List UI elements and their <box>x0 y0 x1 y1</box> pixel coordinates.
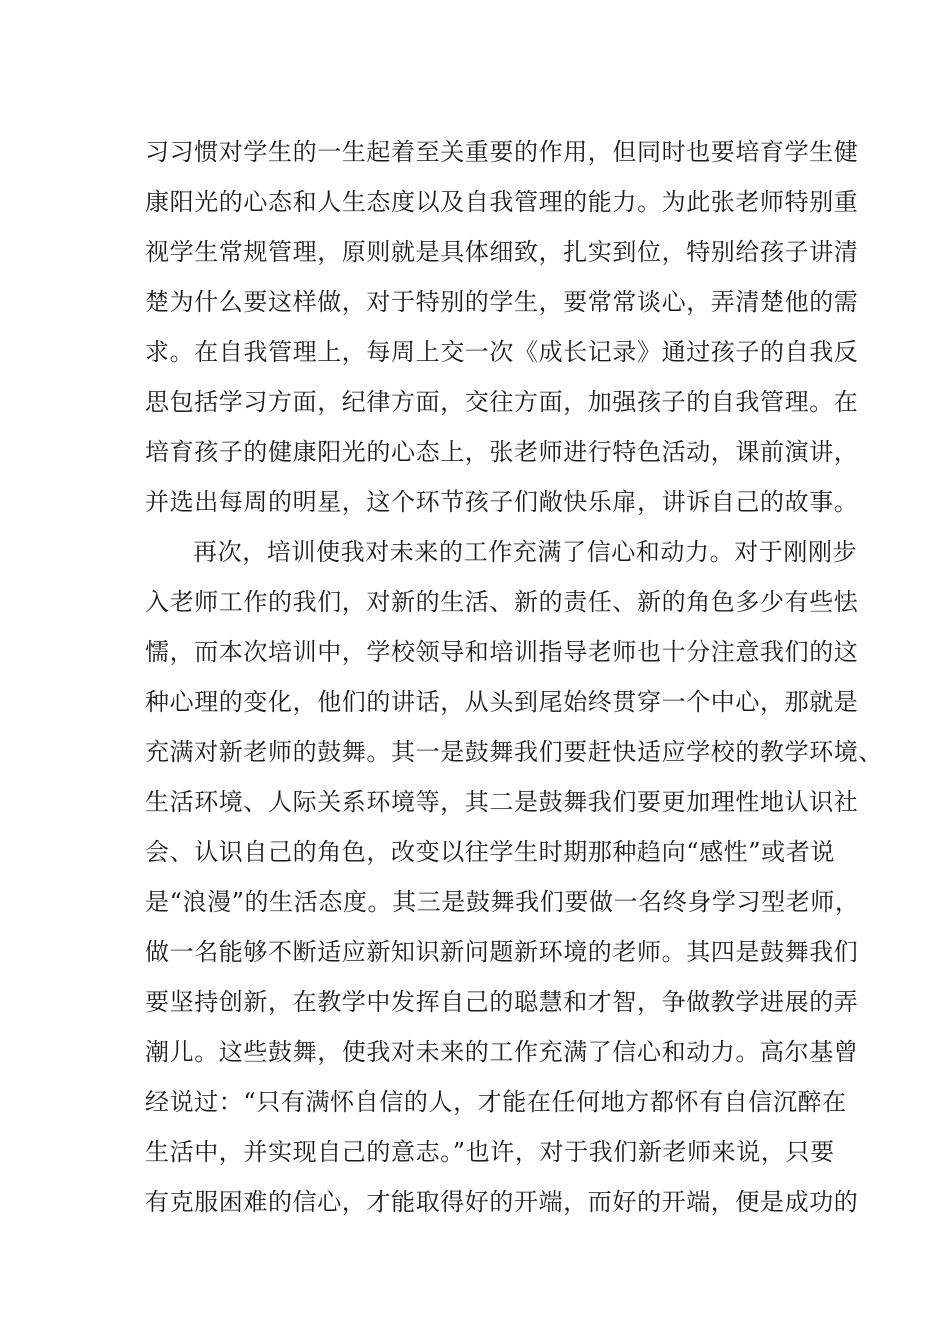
paragraph-first-line: 再次，培训使我对未来的工作充满了信心和动力。对于刚刚步 <box>193 538 858 566</box>
text-line: 潮儿。这些鼓舞，使我对未来的工作充满了信心和动力。高尔基曾 <box>145 1038 859 1066</box>
text-line: 要坚持创新，在教学中发挥自己的聪慧和才智，争做教学进展的弄 <box>145 988 859 1016</box>
text-line: 生活中，并实现自己的意志。”也许，对于我们新老师来说，只要 <box>145 1138 835 1166</box>
text-line: 求。在自我管理上，每周上交一次《成长记录》通过孩子的自我反 <box>145 338 859 366</box>
text-line: 会、认识自己的角色，改变以往学生时期那种趋向“感性”或者说 <box>145 838 835 866</box>
text-line: 并选出每周的明星，这个环节孩子们敞快乐扉，讲诉自己的故事。 <box>145 488 859 516</box>
text-line: 入老师工作的我们，对新的生活、新的责任、新的角色多少有些怯 <box>145 588 859 616</box>
text-line: 做一名能够不断适应新知识新问题新环境的老师。其四是鼓舞我们 <box>145 938 859 966</box>
text-line: 有克服困难的信心，才能取得好的开端，而好的开端，便是成功的 <box>145 1188 859 1216</box>
text-line: 懦，而本次培训中，学校领导和培训指导老师也十分注意我们的这 <box>145 638 859 666</box>
text-line: 培育孩子的健康阳光的心态上，张老师进行特色活动，课前演讲， <box>145 438 859 466</box>
text-line: 种心理的变化，他们的讲话，从头到尾始终贯穿一个中心，那就是 <box>145 688 859 716</box>
text-line: 楚为什么要这样做，对于特别的学生，要常常谈心，弄清楚他的需 <box>145 288 859 316</box>
text-line: 思包括学习方面，纪律方面，交往方面，加强孩子的自我管理。在 <box>145 388 859 416</box>
text-line: 充满对新老师的鼓舞。其一是鼓舞我们要赶快适应学校的教学环境、 <box>145 738 883 766</box>
text-line: 习习惯对学生的一生起着至关重要的作用，但同时也要培育学生健 <box>145 138 859 166</box>
text-line: 生活环境、人际关系环境等，其二是鼓舞我们要更加理性地认识社 <box>145 788 859 816</box>
text-line: 康阳光的心态和人生态度以及自我管理的能力。为此张老师特别重 <box>145 188 859 216</box>
text-line: 视学生常规管理，原则就是具体细致，扎实到位，特别给孩子讲清 <box>145 238 859 266</box>
text-line: 经说过：“只有满怀自信的人，才能在任何地方都怀有自信沉醉在 <box>145 1088 847 1116</box>
text-line: 是“浪漫”的生活态度。其三是鼓舞我们要做一名终身学习型老师， <box>145 888 860 916</box>
